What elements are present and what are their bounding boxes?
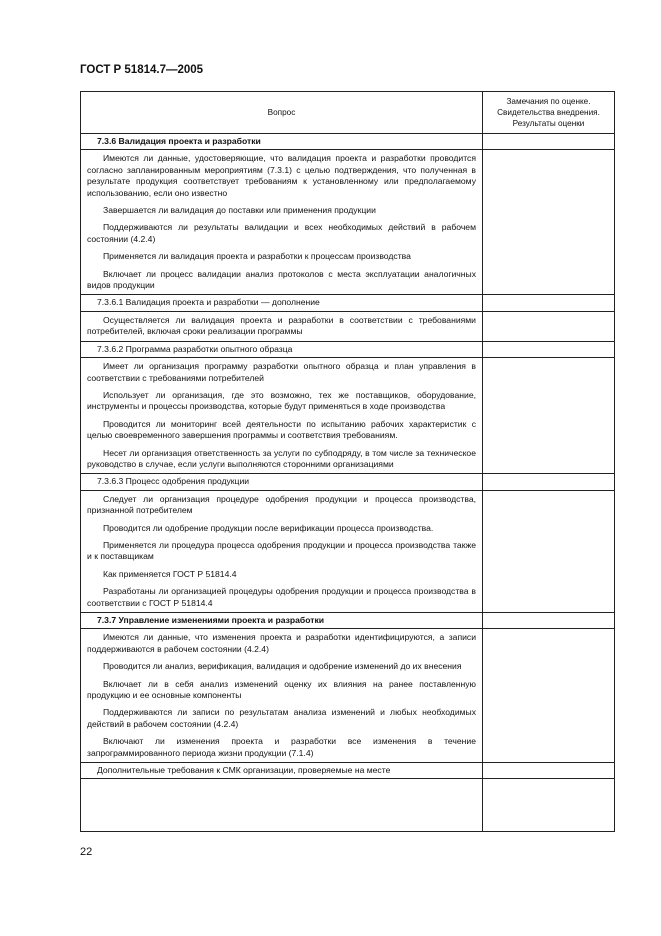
subsection-heading-row (81, 763, 615, 779)
blank-remarks-cell (483, 779, 615, 832)
remarks-cell (483, 613, 615, 629)
section-heading: 7.3.7 Управление изменениями проекта и разработки (81, 613, 483, 629)
remarks-cell (483, 341, 615, 357)
question-text: Как применяется ГОСТ Р 51814.4 (103, 568, 237, 579)
remarks-cell (483, 763, 615, 779)
question-text: Применяется ли процедура процесса одобрения продукции и процесса производства также и к поставщикам (87, 539, 476, 562)
question-text: Проводится ли анализ, верификация, валидация и одобрение изменений до их внесения (103, 661, 462, 672)
subsection-heading-row (81, 295, 615, 311)
remarks-cell (483, 311, 615, 341)
table-header-row (81, 92, 615, 134)
subsection-heading: Дополнительные требования к СМК организации, проверяемые на месте (81, 763, 483, 779)
subsection-heading-row (81, 341, 615, 357)
question-text: Осуществляется ли валидация проекта и разработки в соответствии с требованиями потребителей, включая сроки реализации программы (87, 314, 476, 337)
subsection-heading: 7.3.6.2 Программа разработки опытного образца (81, 341, 483, 357)
blank-notes-row (81, 779, 615, 832)
remarks-cell (483, 134, 615, 150)
questions-row (81, 311, 615, 341)
column-header-question: Вопрос (81, 92, 483, 134)
subsection-heading: 7.3.6.1 Валидация проекта и разработки — дополнение (81, 295, 483, 311)
questions-cell (81, 150, 483, 295)
remarks-cell (483, 295, 615, 311)
subsection-heading-row (81, 474, 615, 490)
question-text: Поддерживаются ли записи по результатам анализа изменений и любых необходимых действий в рабочем состоянии (4.2.4) (87, 707, 476, 729)
remarks-cell (483, 490, 615, 612)
questions-cell (81, 490, 483, 612)
question-text: Имеются ли данные, что изменения проекта и разработки идентифицируются, а записи поддерживаются в рабочем состоянии (4.2.4) (87, 632, 476, 654)
question-text: Завершается ли валидация до поставки или применения продукции (103, 205, 376, 216)
question-text: Поддерживаются ли результаты валидации и всех необходимых действий в рабочем состоянии (4.2.4) (87, 222, 476, 244)
question-text: Разработаны ли организацией процедуры одобрения продукции и процесса производства в соответствии с ГОСТ Р 51814.4 (87, 586, 476, 608)
questions-row (81, 490, 615, 612)
column-header-remarks: Замечания по оценке. Свидетельства внедрения. Результаты оценки (483, 92, 615, 134)
question-text: Имеет ли организация программу разработки опытного образца и план управления в соответствии с требованиями потребителей (87, 361, 476, 383)
question-text: Включают ли изменения проекта и разработки все изменения в течение запрограммированного периода жизни продукции (7.1.4) (87, 736, 476, 758)
audit-checklist-table (80, 91, 615, 832)
blank-notes-cell (81, 779, 483, 832)
section-heading-row (81, 613, 615, 629)
question-text: Использует ли организация, где это возможно, тех же поставщиков, оборудование, инструменты и процессы производства, которые будут применяться в ходе производства (87, 389, 476, 412)
document-header: ГОСТ Р 51814.7—2005 (80, 64, 204, 76)
question-text: Включает ли в себя анализ изменений оценку их влияния на ранее поставленную продукцию и ее основные компоненты (87, 678, 476, 701)
section-heading-row (81, 134, 615, 150)
remarks-cell (483, 474, 615, 490)
questions-cell (81, 358, 483, 474)
questions-row (81, 358, 615, 474)
question-text: Несет ли организация ответственность за услуги по субподряду, в том числе за техническое руководство в случае, если услуги выполняются сторонними организациями (87, 447, 476, 469)
questions-cell (81, 311, 483, 341)
questions-row (81, 150, 615, 295)
question-text: Применяется ли валидация проекта и разработки к процессам производства (103, 251, 411, 262)
section-heading: 7.3.6 Валидация проекта и разработки (81, 134, 483, 150)
questions-cell (81, 629, 483, 763)
table-body (81, 134, 615, 832)
remarks-cell (483, 358, 615, 474)
remarks-cell (483, 150, 615, 295)
question-text: Включает ли процесс валидации анализ протоколов с места эксплуатации аналогичных видов продукции (87, 268, 476, 291)
question-text: Проводится ли мониторинг всей деятельности по испытанию рабочих характеристик с целью своевременного завершения программы и соответствия требованиям. (87, 418, 476, 441)
remarks-cell (483, 629, 615, 763)
question-text: Следует ли организация процедуре одобрения продукции и процесса производства, признанной потребителем (87, 493, 476, 516)
page-number: 22 (80, 846, 93, 858)
question-text: Проводится ли одобрение продукции после верификации процесса производства. (103, 522, 434, 533)
question-text: Имеются ли данные, удостоверяющие, что валидация проекта и разработки проводится согласно запланированным мероприятиям (7.3.1) с целью подтверждения, что полученная в результате продукция соответствует требованиям к установленному или предполагаемому использованию, если оно известно (87, 153, 476, 198)
questions-row (81, 629, 615, 763)
subsection-heading: 7.3.6.3 Процесс одобрения продукции (81, 474, 483, 490)
